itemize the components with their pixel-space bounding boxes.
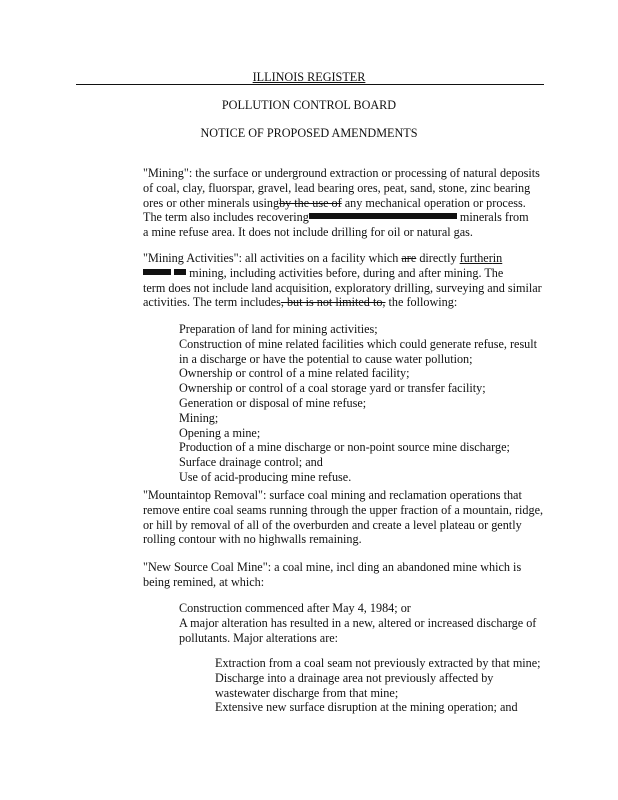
list-item: Use of acid-producing mine refuse. [179, 469, 352, 484]
list-item: Extensive new surface disruption at the mining operation; and [215, 700, 518, 715]
list-item: A major alteration has resulted in a new, altered or increased discharge of [179, 615, 537, 630]
list-item: Discharge into a drainage area not previously affected by [215, 670, 494, 685]
header-rule [76, 84, 544, 85]
new-source-list [179, 601, 549, 645]
list-item: Surface drainage control; and [179, 455, 323, 470]
register-title: ILLINOIS REGISTER [252, 70, 366, 84]
list-item: Mining; [179, 410, 219, 425]
mining-activities-definition: "Mining Activities": all activities on a facility which are directly furtherin mining, including activities before, during and after mining. The term does not include land acquisition, exploratory drilling, surveying and similar activities. The term includes, but is not limited to, the following: [143, 251, 542, 310]
new-source-coal-mine-definition: "New Source Coal Mine": a coal mine, incl ding an abandoned mine which is being remined, at which: [143, 560, 522, 589]
notice-title: NOTICE OF PROPOSED AMENDMENTS [200, 126, 418, 140]
list-item: in a discharge or have the potential to cause water pollution; [179, 351, 473, 366]
list-item: pollutants. Major alterations are: [179, 630, 339, 645]
list-item: Ownership or control of a coal storage yard or transfer facility; [179, 381, 486, 396]
list-item: Opening a mine; [179, 425, 261, 440]
list-item: Extraction from a coal seam not previously extracted by that mine; [215, 656, 541, 670]
alterations-list [215, 656, 549, 715]
list-item: Production of a mine discharge or non-point source mine discharge; [179, 440, 510, 455]
list-item: Ownership or control of a mine related facility; [179, 366, 410, 381]
activities-list [179, 322, 549, 485]
mountaintop-removal-definition: "Mountaintop Removal": surface coal mining and reclamation operations that remove entire coal seams running through the upper fraction of a mountain, ridge, or hill by removal of all of the overburden and create a level plateau or gently rolling contour with no highwalls remaining. [143, 488, 544, 547]
mining-definition: "Mining": the surface or underground extraction or processing of natural deposits of coal, clay, fluorspar, gravel, lead bearing ores, peat, sand, stone, zinc bearing ores or other minerals usingby the use of any mechanical operation or process. The term also includes recovering minerals from a mine refuse area. It does not include drilling for oil or natural gas. [143, 166, 540, 240]
redaction-mark [174, 269, 186, 275]
redaction-mark [143, 269, 171, 275]
list-item: Preparation of land for mining activities; [179, 322, 378, 336]
redaction-mark [309, 213, 457, 219]
list-item: Generation or disposal of mine refuse; [179, 395, 367, 410]
board-title: POLLUTION CONTROL BOARD [221, 98, 397, 112]
list-item: Construction of mine related facilities which could generate refuse, result [179, 336, 538, 351]
list-item: Construction commenced after May 4, 1984; or [179, 601, 411, 615]
list-item: wastewater discharge from that mine; [215, 685, 399, 700]
